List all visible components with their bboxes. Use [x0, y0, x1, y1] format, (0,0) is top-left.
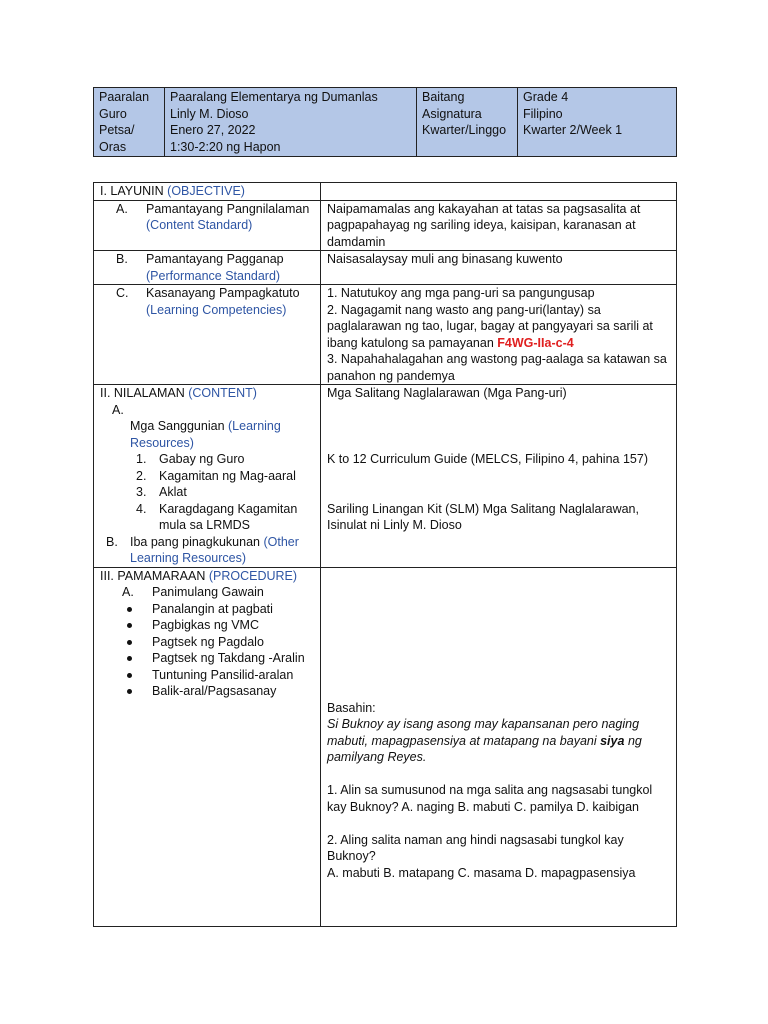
header-values-left	[165, 88, 417, 157]
story-text: Si Buknoy ay isang asong may kapansanan pero naging mabuti, mapagpasensiya at matapang na bayani siya ng pamilyang Reyes.	[327, 717, 642, 764]
content-row	[94, 385, 677, 568]
header-values-right	[518, 88, 677, 157]
list-item: Balik-aral/Pagsasanay	[100, 683, 314, 700]
value-school: Paaralang Elementarya ng Dumanlas	[170, 90, 378, 104]
list-item: 1. Gabay ng Guro	[136, 452, 245, 466]
other-resources-label: B. Iba pang pinagkukunan (Other Learning Resources)	[106, 534, 299, 565]
performance-standard-label: B. Pamantayang Pagganap (Performance Standard)	[94, 251, 321, 285]
performance-standard-row	[94, 251, 677, 285]
procedure-a-label: A. Panimulang Gawain	[122, 585, 264, 599]
content-standard-row	[94, 200, 677, 251]
value-quarter-week: Kwarter 2/Week 1	[523, 123, 623, 137]
content-topic: Mga Salitang Naglalarawan (Mga Pang-uri)	[327, 386, 567, 400]
list-item: 4. Karagdagang Kagamitan mula sa LRMDS	[136, 501, 298, 532]
resources-label: Mga Sanggunian (Learning Resources)	[130, 419, 281, 450]
list-item: Pagtsek ng Pagdalo	[100, 634, 314, 651]
list-item: Panalangin at pagbati	[100, 601, 314, 618]
content-a-marker: A.	[112, 402, 124, 417]
header-info-table	[93, 87, 677, 157]
value-grade: Grade 4	[523, 90, 569, 104]
content-standard-text: Naipamamalas ang kakayahan at tatas sa pagsasalita at pagpapahayag ng sariling ideya, kaisipan, karanasan at damdamin	[321, 200, 677, 251]
competency-1: 1. Natutukoy ang mga pang-uri sa pangungusap	[327, 286, 595, 300]
objective-title-right	[321, 183, 677, 201]
list-item: Pagtsek ng Takdang -Aralin	[100, 650, 314, 667]
content-title: II. NILALAMAN (CONTENT)	[100, 386, 257, 400]
procedure-left	[94, 567, 321, 926]
performance-standard-text: Naisasalaysay muli ang binasang kuwento	[321, 251, 677, 285]
value-teacher: Linly M. Dioso	[170, 106, 249, 121]
learning-competencies-row	[94, 285, 677, 385]
value-date: Enero 27, 2022	[170, 123, 256, 137]
label-petsa: Petsa/	[99, 123, 135, 137]
resources-list	[100, 451, 314, 534]
procedure-bullets	[100, 601, 314, 700]
list-item: Tuntuning Pansilid-aralan	[100, 667, 314, 684]
value-subject: Filipino	[523, 106, 563, 121]
reference-1: K to 12 Curriculum Guide (MELCS, Filipino 4, pahina 157)	[327, 452, 648, 466]
label-baitang: Baitang	[422, 90, 465, 104]
objective-title: I. LAYUNIN (OBJECTIVE)	[94, 183, 321, 201]
learning-competencies-text	[321, 285, 677, 385]
header-labels-right	[417, 88, 518, 157]
label-paaralan: Paaralan	[99, 90, 150, 104]
question-1: 1. Alin sa sumusunod na mga salita ang nagsasabi tungkol kay Buknoy? A. naging B. mabuti C. pamilya D. kaibigan	[327, 783, 653, 814]
label-oras: Oras	[99, 139, 127, 154]
competency-2: 2. Nagagamit nang wasto ang pang-uri(lantay) sa paglalarawan ng tao, lugar, bagay at pangyayari sa sarili at ibang katulong sa pamayanan F4WG-IIa-c-4	[327, 302, 653, 350]
content-left	[94, 385, 321, 568]
question-2-choices: A. mabuti B. matapang C. masama D. mapagpasensiya	[327, 865, 636, 880]
content-right	[321, 385, 677, 568]
list-item: 3. Aklat	[136, 485, 187, 499]
objective-header-row	[94, 183, 677, 201]
label-asignatura: Asignatura	[422, 106, 482, 121]
reference-2: Sariling Linangan Kit (SLM) Mga Salitang Naglalarawan, Isinulat ni Linly M. Dioso	[327, 501, 639, 532]
label-kwarter: Kwarter/Linggo	[422, 123, 507, 137]
content-standard-label: A. Pamantayang Pangnilalaman (Content Standard)	[94, 200, 321, 251]
competency-code: F4WG-IIa-c-4	[497, 335, 574, 350]
procedure-title: III. PAMAMARAAN (PROCEDURE)	[100, 568, 298, 583]
basahin-label: Basahin:	[327, 700, 376, 715]
question-2: 2. Aling salita naman ang hindi nagsasabi tungkol kay Buknoy?	[327, 832, 624, 863]
competency-3: 3. Napahahalagahan ang wastong pag-aalaga sa katawan sa panahon ng pandemya	[327, 352, 667, 383]
list-item: Pagbigkas ng VMC	[100, 617, 314, 634]
label-guro: Guro	[99, 106, 127, 121]
procedure-row	[94, 567, 677, 926]
value-time: 1:30-2:20 ng Hapon	[170, 139, 281, 154]
procedure-right	[321, 567, 677, 926]
lesson-plan-table	[93, 182, 677, 927]
list-item: 2. Kagamitan ng Mag-aaral	[136, 468, 296, 483]
learning-competencies-label: C. Kasanayang Pampagkatuto (Learning Competencies)	[94, 285, 321, 385]
header-labels-left	[94, 88, 165, 157]
